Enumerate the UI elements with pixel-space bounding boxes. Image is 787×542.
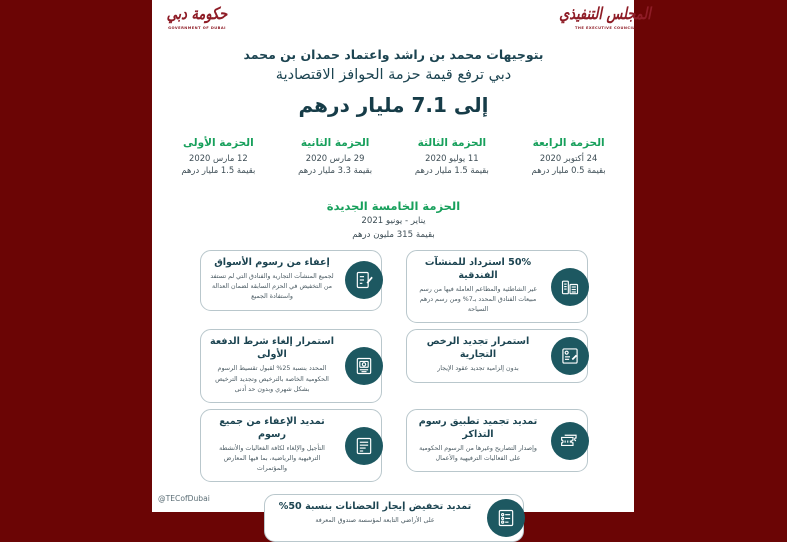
form-icon: [345, 427, 383, 465]
measure-card-first-payment-waiver: [200, 329, 382, 402]
measure-body: لجميع المنشآت التجارية والفنادق التي لم تستفد من التخفيض في الحزم السابقة لضمان العدالة واستفادة الجميع: [210, 272, 334, 301]
government-of-dubai-logo-subtitle: GOVERNMENT OF DUBAI: [168, 25, 226, 30]
measures-row: [0, 250, 787, 323]
package-title: الحزمة الأولى: [183, 137, 254, 149]
measures-grid: [0, 250, 787, 542]
package-title: الحزمة الرابعة: [532, 137, 605, 149]
tickets-icon: [551, 422, 589, 460]
fifth-package-title: الحزمة الخامسة الجديدة: [326, 199, 461, 213]
government-of-dubai-logo: [142, 5, 252, 30]
package-item: [510, 136, 627, 177]
measure-title: استمرار إلغاء شرط الدفعة الأولى: [210, 336, 334, 361]
fifth-package: [0, 198, 787, 243]
package-date: 24 أكتوبر 2020: [539, 152, 598, 163]
buildings-icon: [551, 268, 589, 306]
measure-title: إعفاء من رسوم الأسواق: [214, 257, 330, 268]
package-item: [394, 136, 511, 177]
packages-row: [160, 136, 627, 177]
fifth-package-date: يناير - يونيو 2021: [361, 216, 426, 227]
measures-row: [0, 329, 787, 402]
logo-bar: [0, 0, 787, 46]
executive-council-logo: [545, 5, 665, 30]
package-date: 29 مارس 2020: [305, 152, 365, 163]
measure-body: المحدد بنسبة 25% لقبول تقسيط الرسوم الحكومية الخاصة بالترخيص وتجديد الترخيص بشكل شهري وبدون حد أدنى: [215, 365, 329, 393]
measure-title: 50% استرداد للمنشآت الفندقية: [424, 257, 532, 281]
measures-row: [0, 494, 787, 542]
package-value: بقيمة 1.5 مليار درهم: [181, 165, 256, 176]
measure-card-hotel-refund: [406, 250, 588, 323]
measure-card-nursery-rent-discount: [264, 494, 524, 542]
measures-row: [0, 409, 787, 482]
headline-line-1: بتوجيهات محمد بن راشد واعتماد حمدان بن محمد: [243, 47, 544, 62]
headline: [0, 46, 787, 120]
measure-card-market-fees-exemption: [200, 250, 382, 311]
measure-title: استمرار تجديد الرخص التجارية: [426, 336, 530, 361]
measure-body: بدون إلزامية تجديد عقود الإيجار: [437, 365, 519, 373]
package-title: الحزمة الثالثة: [417, 137, 487, 149]
package-value: بقيمة 1.5 مليار درهم: [414, 165, 489, 176]
document-pen-icon: [345, 261, 383, 299]
headline-line-2: دبي ترفع قيمة حزمة الحوافز الاقتصادية: [275, 67, 512, 84]
license-pen-icon: [551, 337, 589, 375]
package-value: بقيمة 3.3 مليار درهم: [298, 165, 373, 176]
fifth-package-value: بقيمة 315 مليون درهم: [352, 230, 435, 240]
package-item: [277, 136, 394, 177]
measure-title: تمديد تجميد تطبيق رسوم التذاكر: [418, 415, 538, 440]
executive-council-logo-subtitle: THE EXECUTIVE COUNCIL: [574, 25, 635, 30]
measure-card-ticket-fees-freeze: [406, 409, 588, 472]
measure-title: تمديد تخفيض إيجار الحضانات بنسبة 50%: [278, 501, 472, 513]
measure-body: غير الشاطئية والمطاعم العاملة فيها من رسم مبيعات الفنادق المحدد بـ7% ومن رسم درهم السياحة: [419, 285, 537, 314]
measure-body: على الأراضي التابعة لمؤسسة صندوق المعرفة: [315, 517, 435, 525]
package-date: 11 يوليو 2020: [425, 152, 479, 163]
measure-title: تمديد الإعفاء من جميع رسوم: [219, 415, 325, 440]
package-date: 12 مارس 2020: [189, 152, 248, 163]
document-list-icon: [487, 499, 525, 537]
government-of-dubai-logo-icon: حكومة دبي: [166, 5, 228, 24]
package-title: الحزمة الثانية: [300, 137, 370, 149]
package-item: [160, 136, 277, 177]
measure-body: وإصدار التصاريح وغيرها من الرسوم الحكومية على الفعاليات الترفيهية والأعمال: [419, 444, 537, 462]
headline-total-amount: إلى 7.1 مليار درهم: [298, 92, 489, 117]
measure-card-license-renewal: [406, 329, 588, 382]
executive-council-logo-icon: المجلس التنفيذي: [559, 5, 651, 24]
measure-body: التأجيل والإلغاء لكافة الفعاليات والأنشطة الترفيهية والرياضية، بما فيها المعارض والمؤتمرات: [219, 444, 325, 473]
package-value: بقيمة 0.5 مليار درهم: [531, 165, 606, 176]
certificate-icon: [345, 347, 383, 385]
measure-card-all-fees-exemption: [200, 409, 382, 482]
social-handle: @TECofDubai: [158, 494, 210, 503]
